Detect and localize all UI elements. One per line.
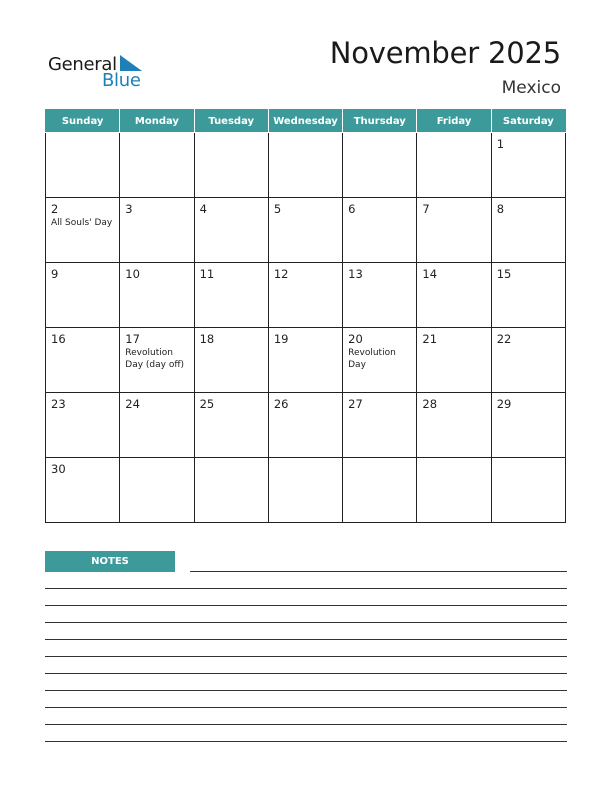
brand-triangle-icon xyxy=(120,55,142,71)
day-number: 24 xyxy=(125,397,140,411)
day-cell xyxy=(268,458,342,523)
note-line xyxy=(45,605,567,606)
day-cell xyxy=(120,263,194,328)
day-cell xyxy=(194,133,268,198)
day-cell xyxy=(343,198,417,263)
day-cell xyxy=(120,458,194,523)
holiday-label: Revolution Day xyxy=(348,348,396,370)
day-cell xyxy=(417,133,491,198)
note-line xyxy=(45,639,567,640)
day-cell xyxy=(268,328,342,393)
note-line xyxy=(45,622,567,623)
note-line xyxy=(45,588,567,589)
country-label: Mexico xyxy=(501,78,561,98)
day-cell xyxy=(194,393,268,458)
day-number: 23 xyxy=(51,397,66,411)
note-line xyxy=(45,724,567,725)
day-number: 14 xyxy=(422,267,438,281)
day-number: 30 xyxy=(51,462,66,476)
day-number: 5 xyxy=(273,202,282,216)
weekday-header-row xyxy=(46,110,566,133)
weekday-header: Tuesday xyxy=(194,110,268,133)
day-cell xyxy=(491,263,565,328)
day-number: 12 xyxy=(273,267,289,281)
brand-logo xyxy=(48,52,158,92)
day-cell xyxy=(46,133,120,198)
week-row xyxy=(46,263,566,328)
note-line xyxy=(45,656,567,657)
day-cell xyxy=(491,393,565,458)
day-cell xyxy=(46,393,120,458)
holiday-label: All Souls' Day xyxy=(51,218,113,228)
day-cell xyxy=(417,263,491,328)
day-cell xyxy=(491,458,565,523)
day-cell xyxy=(46,328,120,393)
day-cell xyxy=(120,133,194,198)
week-row xyxy=(46,458,566,523)
week-row xyxy=(46,198,566,263)
day-number: 7 xyxy=(422,202,430,216)
notes-label: NOTES xyxy=(45,551,175,572)
weekday-header: Monday xyxy=(120,110,194,133)
note-line xyxy=(45,673,567,674)
holiday-label: Revolution Day (day off) xyxy=(125,348,185,370)
day-cell xyxy=(417,393,491,458)
day-number: 1 xyxy=(496,137,505,151)
day-number: 6 xyxy=(348,202,356,216)
day-number: 26 xyxy=(273,397,289,411)
day-cell xyxy=(491,328,565,393)
day-cell xyxy=(194,198,268,263)
day-cell xyxy=(343,133,417,198)
day-cell xyxy=(491,198,565,263)
day-cell xyxy=(46,458,120,523)
day-cell xyxy=(268,198,342,263)
day-cell xyxy=(343,263,417,328)
day-cell xyxy=(46,198,120,263)
day-number: 22 xyxy=(496,332,512,346)
note-line xyxy=(45,707,567,708)
week-row xyxy=(46,133,566,198)
day-cell xyxy=(268,393,342,458)
day-number: 4 xyxy=(199,202,207,216)
day-number: 29 xyxy=(496,397,512,411)
day-number: 25 xyxy=(199,397,215,411)
page-title: November 2025 xyxy=(329,36,561,70)
note-line xyxy=(190,571,567,572)
week-row xyxy=(46,328,566,393)
day-number: 16 xyxy=(51,332,66,346)
day-number: 11 xyxy=(199,267,215,281)
day-number: 17 xyxy=(125,332,140,346)
brand-blue-text: Blue xyxy=(102,70,141,91)
day-number: 27 xyxy=(348,397,363,411)
day-cell xyxy=(120,393,194,458)
note-line xyxy=(45,690,567,691)
weekday-header: Sunday xyxy=(46,110,120,133)
day-cell xyxy=(268,263,342,328)
day-number: 28 xyxy=(422,397,438,411)
calendar-grid xyxy=(45,109,566,523)
day-number: 20 xyxy=(348,332,363,346)
day-cell xyxy=(417,328,491,393)
day-cell xyxy=(491,133,565,198)
day-number: 2 xyxy=(51,202,59,216)
day-cell xyxy=(268,133,342,198)
day-cell xyxy=(194,263,268,328)
day-number: 9 xyxy=(51,267,59,281)
day-number: 13 xyxy=(348,267,363,281)
day-number: 10 xyxy=(125,267,140,281)
day-cell xyxy=(417,198,491,263)
day-number: 18 xyxy=(199,332,215,346)
day-cell xyxy=(120,328,194,393)
day-number: 19 xyxy=(273,332,289,346)
weekday-header: Saturday xyxy=(491,110,565,133)
day-cell xyxy=(194,328,268,393)
note-line xyxy=(45,741,567,742)
day-cell xyxy=(417,458,491,523)
day-number: 3 xyxy=(125,202,133,216)
day-cell xyxy=(343,393,417,458)
day-number: 8 xyxy=(496,202,505,216)
calendar-body xyxy=(46,133,566,523)
day-number: 15 xyxy=(496,267,512,281)
weekday-header: Thursday xyxy=(343,110,417,133)
day-cell xyxy=(46,263,120,328)
brand-general-text: General xyxy=(48,54,117,75)
day-number: 21 xyxy=(422,332,438,346)
day-cell xyxy=(343,328,417,393)
week-row xyxy=(46,393,566,458)
weekday-header: Wednesday xyxy=(268,110,342,133)
day-cell xyxy=(343,458,417,523)
day-cell xyxy=(194,458,268,523)
weekday-header: Friday xyxy=(417,110,491,133)
day-cell xyxy=(120,198,194,263)
